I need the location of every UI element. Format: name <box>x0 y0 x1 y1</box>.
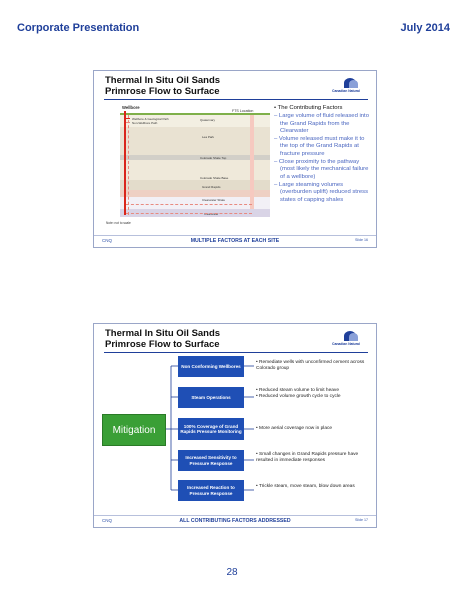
wellbore-label: Wellbore <box>122 105 140 110</box>
bullet-main: • The Contributing Factors <box>274 105 343 111</box>
title-line-2: Primrose Flow to Surface <box>105 339 220 350</box>
slide-footer: CNQ ALL CONTRIBUTING FACTORS ADDRESSED Slide 17 <box>94 515 376 527</box>
layer-label: Quaternary <box>200 118 216 122</box>
header-date: July 2014 <box>400 22 450 34</box>
geology-diagram <box>104 105 270 227</box>
title-line-2: Primrose Flow to Surface <box>105 86 220 97</box>
contributing-factors <box>274 105 374 204</box>
sub-bullet: – Large volume of fluid released into the Grand Rapids from the Clearwater <box>274 113 369 134</box>
slide-footer: CNQ MULTIPLE FACTORS AT EACH SITE Slide 16 <box>94 235 376 247</box>
wellbore-red <box>124 111 126 215</box>
sub-bullet: – Large steaming volumes (overburden uplift) reduced stress states of capping shales <box>274 181 369 203</box>
mitigation-box: Mitigation <box>102 414 166 446</box>
sub-bullet: – Close proximity to the pathway (most likely the mechanical failure of a wellbore) <box>274 159 369 180</box>
header-title: Corporate Presentation <box>17 22 140 34</box>
layer-label: Clearwater <box>204 212 219 216</box>
factor-box: 100% Coverage of Grand Rapids Pressure Monitoring <box>178 418 244 440</box>
factor-description: • Reduced steam volume to limit heave • Reduced volume growth cycle to cycle <box>256 388 341 399</box>
layer-label: Colorado Shale Base <box>200 176 229 180</box>
fts-column <box>250 115 254 209</box>
fts-label: FTS Location <box>232 109 254 113</box>
slide-title <box>105 75 220 97</box>
diagram-note: Note: not to scale <box>106 221 131 225</box>
factor-description: • Remediate wells with unconfirmed cement across Colorado group <box>256 360 365 371</box>
factor-box: Steam Operations <box>178 387 244 408</box>
layer-label: Grand Rapids <box>202 185 221 189</box>
factor-box: Increased Sensitivity to Pressure Response <box>178 450 244 471</box>
factor-box: Non Conforming Wellbores <box>178 356 244 377</box>
title-line-1: Thermal In Situ Oil Sands <box>105 328 221 339</box>
layer-label: Clearwater Shale <box>202 198 226 202</box>
slide-16 <box>93 70 377 248</box>
canadian-natural-logo: Canadian Natural <box>332 331 370 349</box>
canadian-natural-logo: Canadian Natural <box>332 78 370 96</box>
layer-label: Colorado Shale Top <box>200 156 227 160</box>
factor-box: Increased Reaction to Pressure Response <box>178 480 244 501</box>
legend: Wellbore & Geological Path Non-Wellbore Path <box>124 117 169 125</box>
title-line-1: Thermal In Situ Oil Sands <box>105 75 221 86</box>
wellbore-pink <box>128 115 130 215</box>
factor-description: • Small changes in Grand Rapids pressure have resulted in immediate responses <box>256 452 359 463</box>
page-number: 28 <box>226 567 238 578</box>
sub-bullet: – Volume released must make it to the top of the Grand Rapids at fracture pressure <box>274 136 365 157</box>
slide-17 <box>93 323 377 528</box>
factor-description: • More aerial coverage now in place <box>256 426 333 431</box>
factor-description: • Trickle steam, move steam, blow down areas <box>256 484 355 489</box>
layer-label: Lea Park <box>202 135 215 139</box>
